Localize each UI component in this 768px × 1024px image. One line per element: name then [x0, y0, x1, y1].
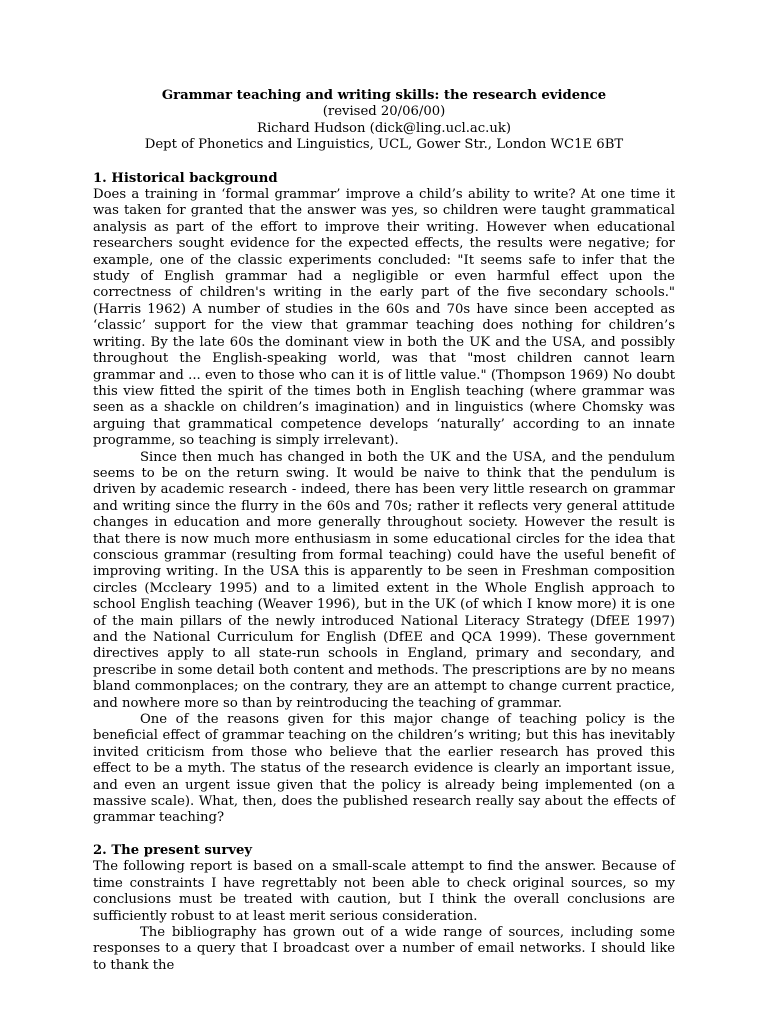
paragraph: The bibliography has grown out of a wide range of sources, including some responses to a query that I broadcast over a number of email networks. I should like to thank the	[93, 924, 675, 973]
document-page	[93, 88, 675, 974]
section-present-survey	[93, 843, 675, 974]
section-heading: 1. Historical background	[93, 170, 278, 186]
document-title: Grammar teaching and writing skills: the research evidence	[161, 88, 607, 103]
affiliation-line: Dept of Phonetics and Linguistics, UCL, Gower Str., London WC1E 6BT	[144, 137, 624, 153]
section-heading: 2. The present survey	[93, 842, 253, 858]
revision-date: (revised 20/06/00)	[322, 104, 446, 120]
paragraph: Since then much has changed in both the UK and the USA, and the pendulum seems to be on the return swing. It would be naive to think that the pendulum is driven by academic research - indeed, there has been very little research on grammar and writing since the flurry in the 60s and 70s; rather it reflects very general attitude changes in education and more generally throughout society. However the result is that there is now much more enthusiasm in some educational circles for the idea that conscious grammar (resulting from formal teaching) could have the useful benefit of improving writing. In the USA this is apparently to be seen in Freshman composition circles (Mccleary 1995) and to a limited extent in the Whole English approach to school English teaching (Weaver 1996), but in the UK (of which I know more) it is one of the main pillars of the newly introduced National Literacy Strategy (DfEE 1997) and the National Curriculum for English (DfEE and QCA 1999). These government directives apply to all state-run schools in England, primary and secondary, and prescribe in some detail both content and methods. The prescriptions are by no means bland commonplaces; on the contrary, they are an attempt to change current practice, and nowhere more so than by reintroducing the teaching of grammar.	[93, 449, 675, 711]
paragraph: One of the reasons given for this major change of teaching policy is the beneficial effect of grammar teaching on the children’s writing; but this has inevitably invited criticism from those who believe that the earlier research has proved this effect to be a myth. The status of the research evidence is clearly an important issue, and even an urgent issue given that the policy is already being implemented (on a massive scale). What, then, does the published research really say about the effects of grammar teaching?	[93, 712, 675, 826]
document-header	[93, 88, 675, 154]
section-spacer	[93, 827, 675, 843]
paragraph: The following report is based on a small-scale attempt to find the answer. Because of time constraints I have regrettably not been able to check original sources, so my conclusions must be treated with caution, but I think the overall conclusions are sufficiently robust to at least merit serious consideration.	[93, 859, 675, 924]
author-line: Richard Hudson (dick@ling.ucl.ac.uk)	[257, 120, 511, 136]
paragraph: Does a training in ‘formal grammar’ improve a child’s ability to write? At one time it was taken for granted that the answer was yes, so children were taught grammatical analysis as part of the effort to improve their writing. However when educational researchers sought evidence for the expected effects, the results were negative; for example, one of the classic experiments concluded: "It seems safe to infer that the study of English grammar had a negligible or even harmful effect upon the correctness of children's writing in the early part of the five secondary schools." (Harris 1962) A number of studies in the 60s and 70s have since been accepted as ‘classic’ support for the view that grammar teaching does nothing for children’s writing. By the late 60s the dominant view in both the UK and the USA, and possibly throughout the English-speaking world, was that "most children cannot learn grammar and ... even to those who can it is of little value." (Thompson 1969) No doubt this view fitted the spirit of the times both in English teaching (where grammar was seen as a shackle on children’s imagination) and in linguistics (where Chomsky was arguing that grammatical competence develops ‘naturally’ according to an innate programme, so teaching is simply irrelevant).	[93, 187, 675, 449]
section-historical-background	[93, 171, 675, 827]
